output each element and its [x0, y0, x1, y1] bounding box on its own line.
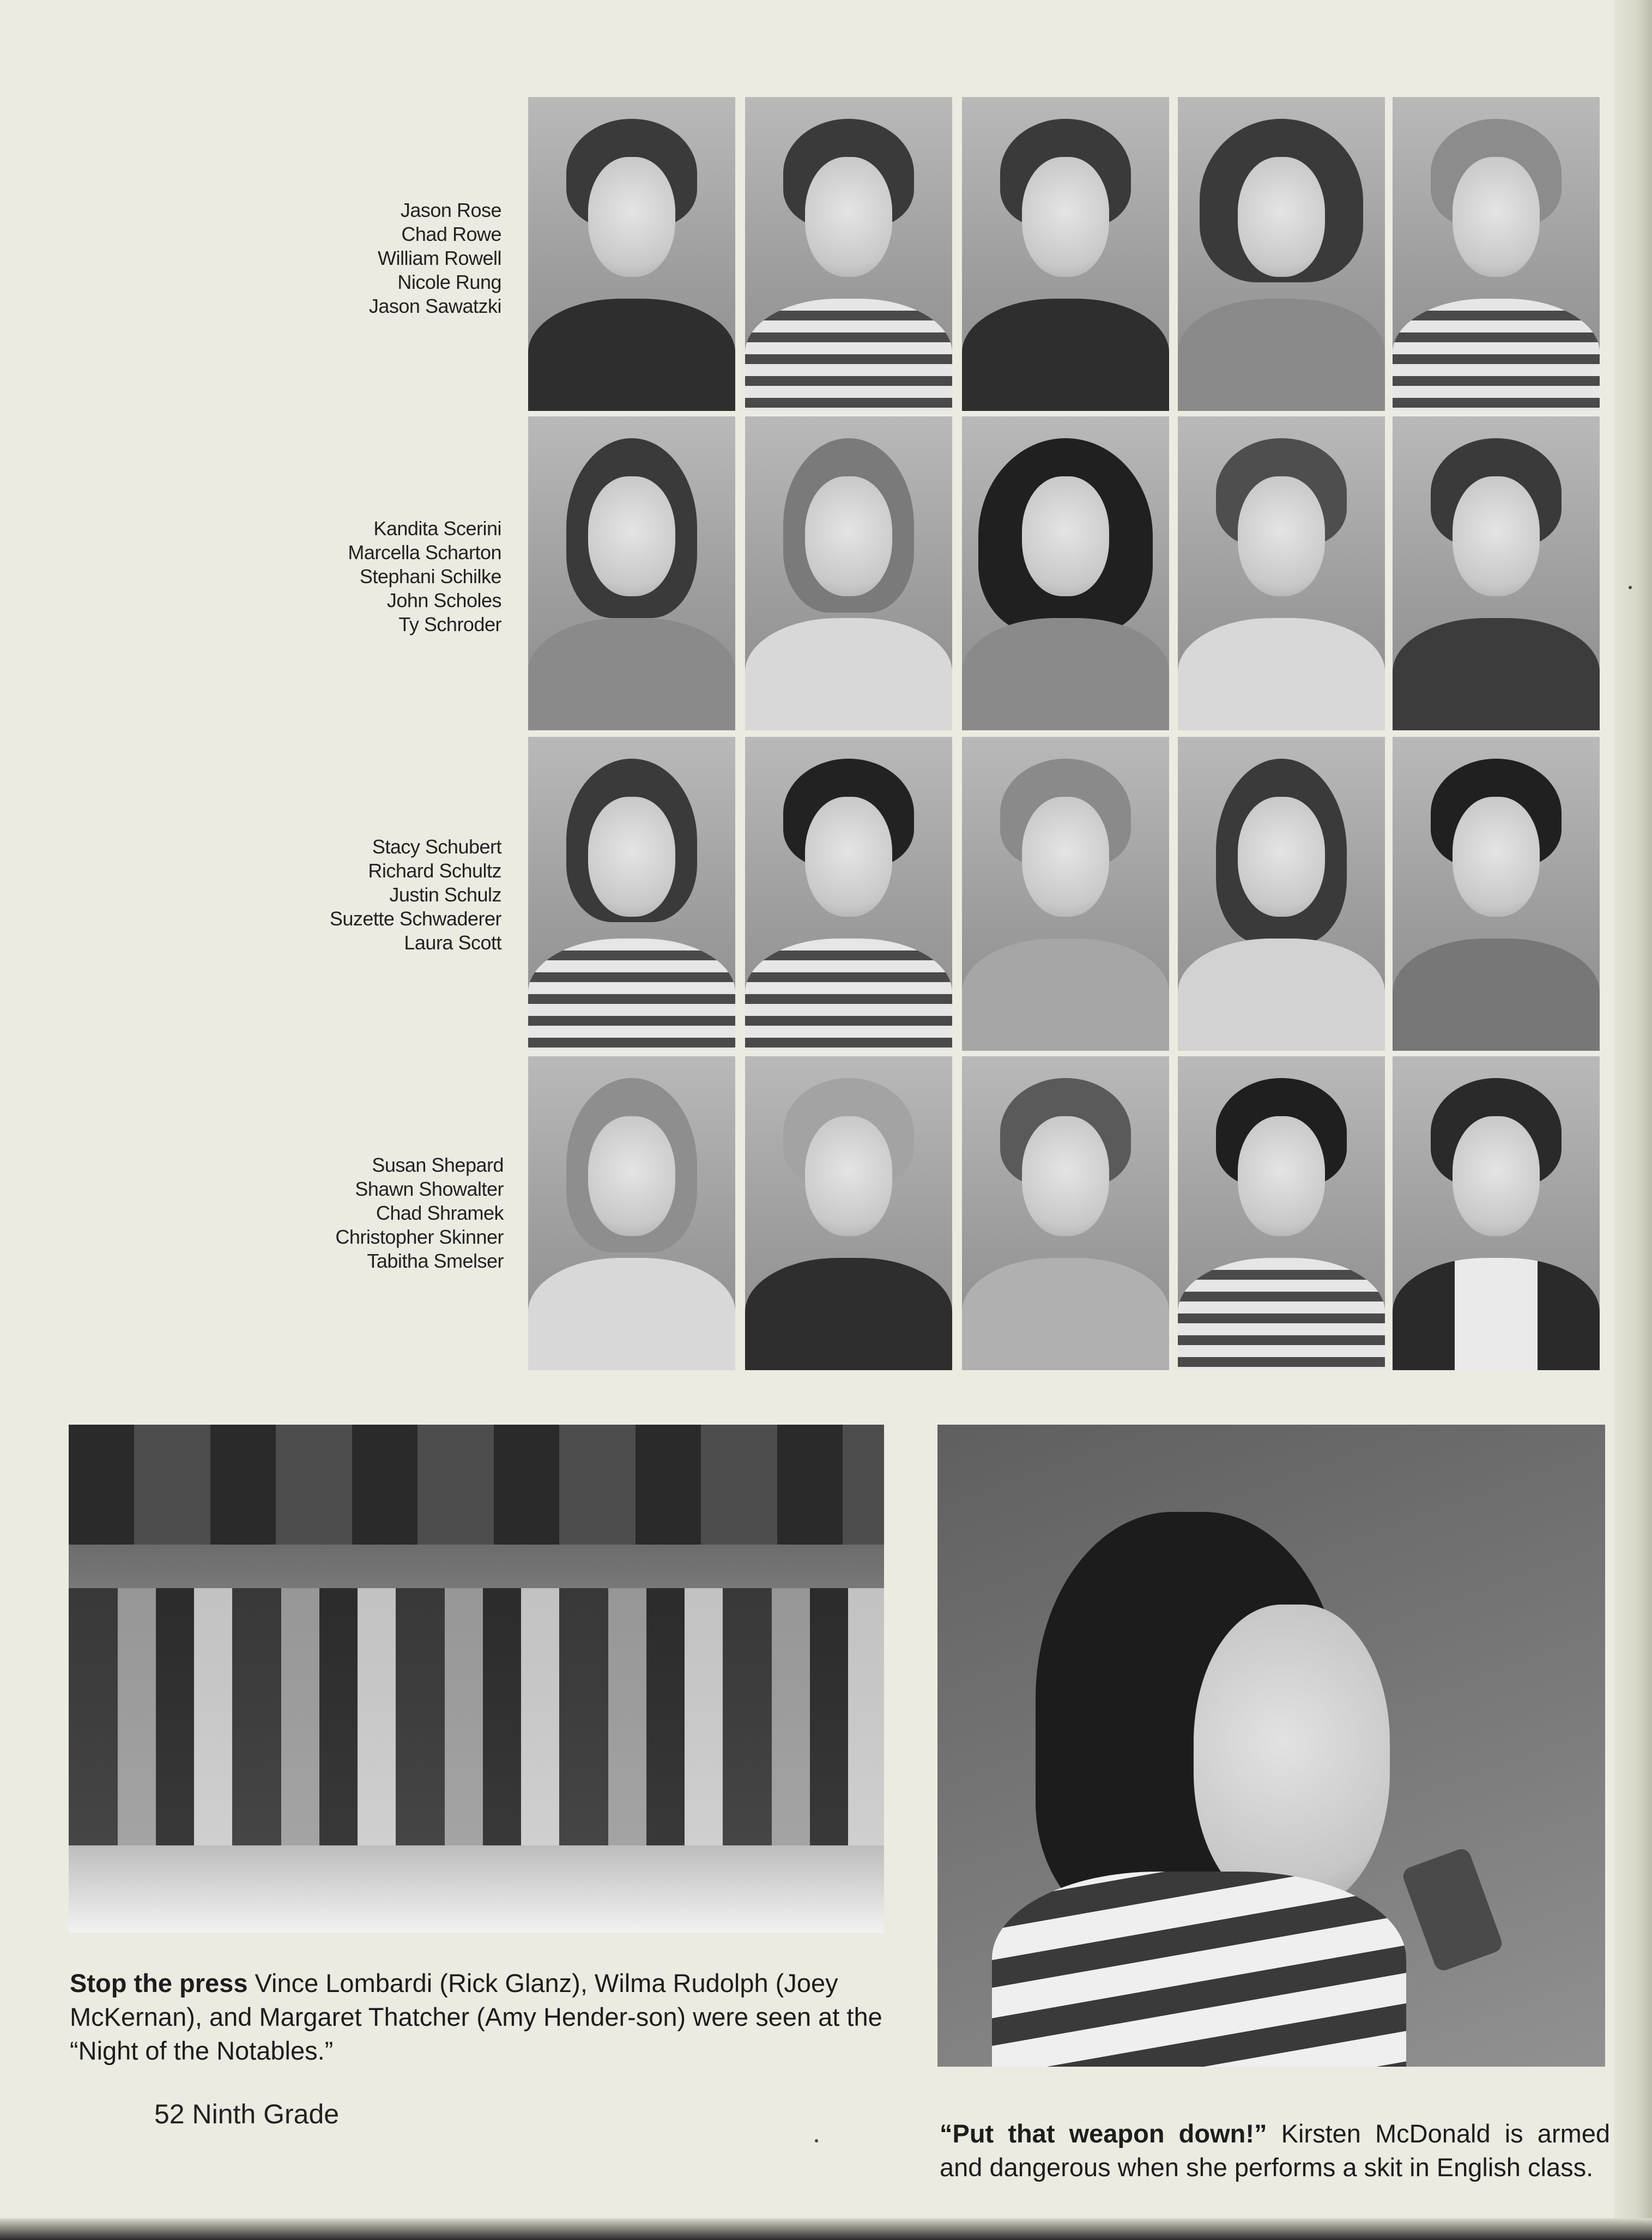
student-portrait — [745, 97, 952, 411]
student-portrait — [1178, 737, 1385, 1051]
student-portrait — [1178, 97, 1385, 411]
student-name: John Scholes — [386, 589, 501, 612]
candid-photo-night-of-notables — [69, 1425, 884, 1933]
student-name: Chad Shramek — [376, 1202, 504, 1224]
student-name: Nicole Rung — [397, 271, 501, 293]
student-portrait — [962, 737, 1169, 1051]
student-name: Suzette Schwaderer — [329, 907, 501, 930]
student-name: Jason Rose — [400, 199, 501, 221]
caption-text: Vince Lombardi (Rick Glanz), Wilma Rudolph (Joey McKernan), and Margaret Thatcher (Amy Hender-son) were seen at the “Night of the Notables.” — [70, 1969, 882, 2065]
student-portrait — [1178, 416, 1385, 730]
student-portrait — [528, 97, 735, 411]
candid-photo-english-class-skit — [937, 1425, 1605, 2067]
page-speck — [815, 2139, 818, 2142]
student-portrait — [528, 1056, 735, 1370]
student-portrait — [1178, 1056, 1385, 1370]
student-portrait — [745, 1056, 952, 1370]
student-name: Kandita Scerini — [373, 517, 501, 540]
student-name: Stacy Schubert — [372, 836, 501, 858]
name-list-row-4 — [220, 1153, 504, 1273]
name-list-row-2 — [218, 517, 501, 637]
caption-english-class-skit — [940, 2117, 1610, 2184]
student-name: William Rowell — [377, 247, 501, 269]
student-portrait — [745, 416, 952, 730]
student-name: Justin Schulz — [389, 883, 501, 906]
student-name: Christopher Skinner — [335, 1226, 504, 1248]
student-portrait — [962, 1056, 1169, 1370]
student-portrait — [1393, 416, 1600, 730]
student-name: Tabitha Smelser — [367, 1250, 504, 1272]
student-name: Chad Rowe — [401, 223, 501, 245]
name-list-row-1 — [218, 198, 501, 318]
student-portrait — [528, 737, 735, 1051]
caption-text: Kirsten McDonald is armed and dangerous when she performs a skit in English class. — [940, 2119, 1610, 2182]
student-portrait — [1393, 97, 1600, 411]
student-portrait — [1393, 737, 1600, 1051]
caption-title: Stop the press — [70, 1969, 248, 1997]
caption-night-of-notables — [70, 1966, 887, 2068]
page-speck — [1629, 586, 1632, 589]
student-portrait — [1393, 1056, 1600, 1370]
student-name: Ty Schroder — [398, 613, 501, 635]
student-portrait — [962, 97, 1169, 411]
student-name: Richard Schultz — [368, 859, 501, 882]
name-list-row-3 — [218, 835, 501, 955]
student-portrait — [962, 416, 1169, 730]
page-edge — [1614, 0, 1652, 2240]
student-portrait — [745, 737, 952, 1051]
caption-title: “Put that weapon down!” — [940, 2119, 1267, 2148]
student-name: Stephani Schilke — [359, 565, 501, 588]
page-folio: 52 Ninth Grade — [154, 2099, 340, 2129]
student-name: Laura Scott — [404, 931, 501, 954]
student-portrait — [528, 416, 735, 730]
student-name: Shawn Showalter — [355, 1178, 504, 1200]
student-name: Marcella Scharton — [348, 541, 501, 564]
student-name: Susan Shepard — [372, 1154, 504, 1176]
page-edge — [0, 2218, 1652, 2240]
student-name: Jason Sawatzki — [368, 295, 501, 317]
